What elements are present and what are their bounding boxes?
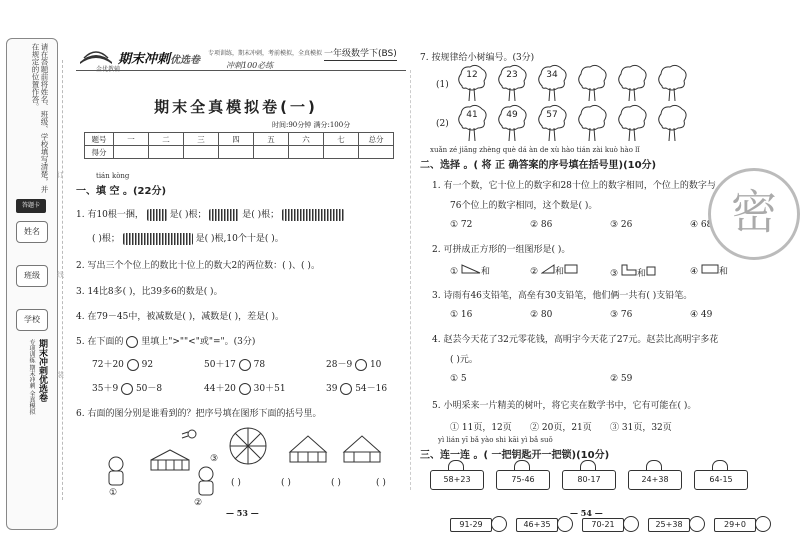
key-icon (689, 516, 705, 532)
l-shape-icon (621, 264, 637, 276)
score-cell[interactable] (254, 146, 289, 159)
choice-option[interactable]: ④ 68 (690, 220, 713, 230)
stick-bundle-icon (147, 209, 167, 221)
row-label: (1) (436, 80, 449, 90)
score-cell[interactable] (289, 146, 324, 159)
score-cell[interactable] (114, 146, 149, 159)
brand-title: 期末冲刺优选卷 (118, 52, 201, 67)
answer-blank[interactable]: ( ) (376, 478, 386, 488)
tree-number: 41 (466, 110, 478, 120)
choice-option[interactable]: ② 80 (530, 310, 553, 320)
lock-item[interactable] (496, 460, 550, 490)
compare-circle[interactable] (239, 359, 251, 371)
lock-item[interactable] (628, 460, 682, 490)
section-heading-choice: 二、选择 。( 将 正 确答案的序号填在括号里)(10分) (420, 160, 657, 171)
key-icon (755, 516, 771, 532)
question-5: 5. 在下面的 里填上">""<"或"="。(3分) (76, 337, 256, 347)
score-cell[interactable] (149, 146, 184, 159)
tree-number: 57 (546, 110, 558, 120)
compare-item: 39 54－16 (326, 384, 388, 394)
sidebar-notes: 请在答题前将姓名、班级、学校填写清楚，并在规定的位置作答。 (31, 43, 49, 193)
answer-blank[interactable]: ( ) (231, 478, 241, 488)
lock-item[interactable] (562, 460, 616, 490)
tree-number: 34 (546, 70, 558, 80)
header-tags: 专项训练，期末冲刺，考前模拟，全真模拟 (208, 50, 323, 57)
pinyin-line: tián kòng (96, 172, 130, 180)
compare-item: 35＋9 50－8 (92, 384, 163, 394)
tree-icon (536, 64, 568, 102)
page-53 (76, 36, 406, 536)
stick-bundle-icon (282, 209, 344, 221)
lock-expression: 80-17 (562, 470, 616, 490)
key-expression: 29+0 (714, 518, 756, 532)
figure-label-2: ② (194, 498, 203, 508)
answer-blank[interactable]: ( ) (331, 478, 341, 488)
choice-option[interactable]: ① 72 (450, 220, 473, 230)
triangle-shape-icon (461, 264, 481, 274)
lock-item[interactable] (694, 460, 748, 490)
school-field-label: 学校 (16, 309, 48, 331)
tree-icon (536, 104, 568, 142)
question-3: 3. 14比8多( )，比39多6的数是( )。 (76, 287, 223, 297)
question-6: 6. 右面的图分别是谁看到的？把序号填在图形下面的括号里。 (76, 409, 322, 419)
choice-option[interactable]: ③ 26 (610, 220, 633, 230)
choice-option[interactable]: ① 5 (450, 374, 467, 384)
choice-option[interactable]: ② 20页，21页 (530, 423, 592, 433)
score-row-label: 得分 (85, 146, 114, 159)
pinyin-line: xuǎn zé jiāng zhèng què dá àn de xù hào tián zài kuò hào lǐ (430, 146, 640, 154)
tree-icon (496, 64, 528, 102)
tree-number: 49 (506, 110, 518, 120)
stick-bundle-icon (209, 209, 239, 221)
choice-option[interactable]: ③ 和 (610, 264, 656, 279)
key-expression: 46+35 (516, 518, 558, 532)
cut-label: 订 (57, 171, 64, 179)
choice-option[interactable]: ③ 76 (610, 310, 633, 320)
tree-icon[interactable] (616, 104, 648, 142)
row-label: (2) (436, 119, 449, 129)
name-field-label: 姓名 (16, 221, 48, 243)
figure-label-1: ① (109, 488, 118, 498)
tree-icon (456, 64, 488, 102)
triangle-shape-icon (541, 264, 555, 274)
score-cell[interactable] (324, 146, 359, 159)
exam-title: 期末全真模拟卷(一) (154, 98, 318, 116)
cut-label: 装 (57, 371, 64, 379)
lock-expression: 64-15 (694, 470, 748, 490)
key-icon (557, 516, 573, 532)
choice-4a: 4. 赵芸今天花了32元零花钱，高明宇今天花了27元。赵芸比高明宇多花 (432, 335, 719, 345)
score-cell[interactable] (219, 146, 254, 159)
choice-5: 5. 小明采来一片精美的树叶，将它夹在数学书中，它有可能在( )。 (432, 401, 697, 411)
key-expression: 91-29 (450, 518, 492, 532)
score-header-cell: 题号 (85, 133, 114, 146)
key-icon (491, 516, 507, 532)
key-item[interactable] (714, 516, 774, 532)
key-item[interactable] (582, 516, 642, 532)
choice-option[interactable]: ④ 和 (690, 264, 728, 277)
score-cell[interactable] (184, 146, 219, 159)
question-2: 2. 写出三个个位上的数比十位上的数大2的两位数：( )、( )。 (76, 261, 320, 271)
choice-option[interactable]: ② 86 (530, 220, 553, 230)
sidebar-brand: 期末冲刺优选卷 专项训练 期末冲刺 全真模拟 (28, 339, 47, 415)
lock-expression: 58+23 (430, 470, 484, 490)
choice-3: 3. 诗雨有46支铅笔，高垒有30支铅笔，他们俩一共有( )支铅笔。 (432, 291, 693, 301)
grade-label: 一年级数学下(BS) (324, 46, 397, 61)
answer-blank[interactable]: ( ) (281, 478, 291, 488)
tree-icon[interactable] (576, 64, 608, 102)
lock-expression: 75-46 (496, 470, 550, 490)
key-item[interactable] (648, 516, 708, 532)
tree-icon[interactable] (656, 64, 688, 102)
cut-label: 线 (57, 271, 64, 279)
score-table (84, 132, 394, 159)
key-expression: 25+38 (648, 518, 690, 532)
rectangle-shape-icon (701, 264, 719, 274)
choice-1a: 1. 有一个数，它十位上的数字和28十位上的数字相同，个位上的数字与 (432, 181, 716, 191)
score-header-cell: 三 (184, 133, 219, 146)
page-divider (410, 70, 411, 490)
choice-4b: ( )元。 (450, 355, 478, 365)
stick-bundle-icon (123, 233, 193, 245)
score-header-cell: 六 (289, 133, 324, 146)
exam-sidebar (6, 38, 58, 530)
choice-option[interactable]: ④ 49 (690, 310, 713, 320)
sidebar-banner: 答题卡 (16, 199, 46, 213)
page-number: — 53 — (226, 508, 259, 518)
compare-item: 72＋20 92 (92, 360, 154, 370)
key-item[interactable] (450, 516, 510, 532)
choice-option[interactable]: ① 和 (450, 264, 490, 277)
key-expression: 70-21 (582, 518, 624, 532)
square-shape-icon (646, 266, 656, 276)
pinyin-line: yì lián yī bǎ yào shi kāi yì bǎ suǒ (438, 436, 553, 444)
compare-circle[interactable] (340, 383, 352, 395)
tree-icon (496, 104, 528, 142)
tree-icon (456, 104, 488, 142)
compare-item: 28－9 10 (326, 360, 382, 370)
question-1a: 1. 有10根一捆， 是( )根； 是( )根； (76, 207, 344, 221)
choice-option[interactable]: ② 59 (610, 374, 633, 384)
key-item[interactable] (516, 516, 576, 532)
page-number: — 54 — (570, 508, 603, 518)
page-54 (420, 36, 790, 536)
choice-2: 2. 可拼成正方形的一组图形是( )。 (432, 245, 571, 255)
section-heading-match: 三、连一连 。( 一把钥匙开一把锁)(10分) (420, 450, 610, 461)
secret-stamp: 密 (708, 168, 800, 260)
lock-expression: 24+38 (628, 470, 682, 490)
score-header-cell: 七 (324, 133, 359, 146)
figure-label-3: ③ (210, 454, 219, 464)
tent-views-figure (228, 422, 406, 472)
tree-number: 12 (466, 70, 478, 80)
compare-circle[interactable] (127, 359, 139, 371)
score-header-cell: 二 (149, 133, 184, 146)
choice-option[interactable]: ② 和 (530, 264, 578, 277)
compare-item: 44＋20 30＋51 (204, 384, 286, 394)
compare-item: 50＋17 78 (204, 360, 266, 370)
compare-circle[interactable] (239, 383, 251, 395)
section-heading-fill: 一、填 空 。(22分) (76, 186, 167, 197)
header-rule (76, 70, 406, 71)
question-7: 7. 按规律给小树编号。(3分) (420, 53, 535, 63)
exam-meta: 时间:90分钟 满分:100分 (272, 121, 351, 129)
compare-circle (126, 336, 138, 348)
square-shape-icon (564, 264, 578, 274)
key-icon (623, 516, 639, 532)
cut-line (62, 60, 63, 500)
choice-option[interactable]: ③ 31页，32页 (610, 423, 672, 433)
score-header-cell: 四 (219, 133, 254, 146)
compare-circle[interactable] (355, 359, 367, 371)
score-header-cell: 五 (254, 133, 289, 146)
question-1b: ( )根； 是( )根,10个十是( )。 (92, 234, 284, 244)
compare-circle[interactable] (121, 383, 133, 395)
question-4: 4. 在79－45中，被减数是( )，减数是( )，差是( )。 (76, 312, 285, 322)
tree-number: 23 (506, 70, 518, 80)
choice-1b: 76个位上的数字相同，这个数是( )。 (450, 201, 598, 211)
class-field-label: 班级 (16, 265, 48, 287)
brand-subtitle: 金优教辅 (96, 66, 121, 73)
choice-option[interactable]: ① 11页，12页 (450, 423, 512, 433)
score-header-cell: 总分 (359, 133, 394, 146)
tree-icon[interactable] (656, 104, 688, 142)
tree-icon[interactable] (616, 64, 648, 102)
choice-option[interactable]: ① 16 (450, 310, 473, 320)
tree-icon[interactable] (576, 104, 608, 142)
score-cell[interactable] (359, 146, 394, 159)
lock-item[interactable] (430, 460, 484, 490)
score-header-cell: 一 (114, 133, 149, 146)
header-slogan: 冲刺100必练 (226, 61, 274, 70)
